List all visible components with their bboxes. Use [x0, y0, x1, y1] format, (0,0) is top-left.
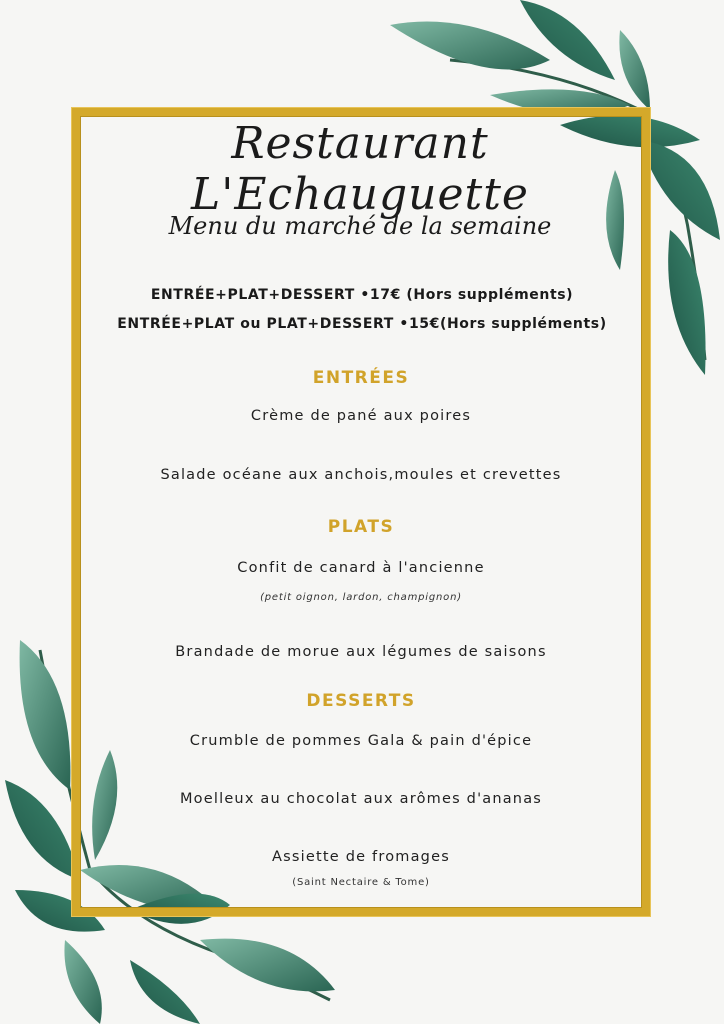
- price-line-full-menu: ENTRÉE+PLAT+DESSERT •17€ (Hors suppléments): [150, 287, 574, 303]
- dish-dessert-2: Moelleux au chocolat aux arômes d'ananas: [179, 791, 543, 807]
- dish-dessert-1: Crumble de pommes Gala & pain d'épice: [189, 733, 533, 749]
- dish-entree-2: Salade océane aux anchois,moules et crevettes: [160, 467, 562, 483]
- dish-plat-1: Confit de canard à l'ancienne: [237, 560, 485, 576]
- dish-dessert-3: Assiette de fromages: [272, 849, 450, 865]
- section-title-plats: PLATS: [327, 517, 395, 537]
- dish-entree-1: Crème de pané aux poires: [250, 408, 472, 424]
- menu-subtitle: Menu du marché de la semaine: [168, 212, 552, 240]
- section-title-entrees: ENTRÉES: [312, 368, 410, 388]
- price-line-two-course: ENTRÉE+PLAT ou PLAT+DESSERT •15€(Hors suppléments): [117, 316, 607, 332]
- dish-plat-1-note: (petit oignon, lardon, champignon): [260, 592, 462, 603]
- dish-plat-2: Brandade de morue aux légumes de saisons: [175, 644, 547, 660]
- section-title-desserts: DESSERTS: [306, 691, 416, 711]
- restaurant-title: Restaurant L'Echauguette: [191, 118, 529, 220]
- dish-dessert-3-note: (Saint Nectaire & Tome): [292, 877, 430, 888]
